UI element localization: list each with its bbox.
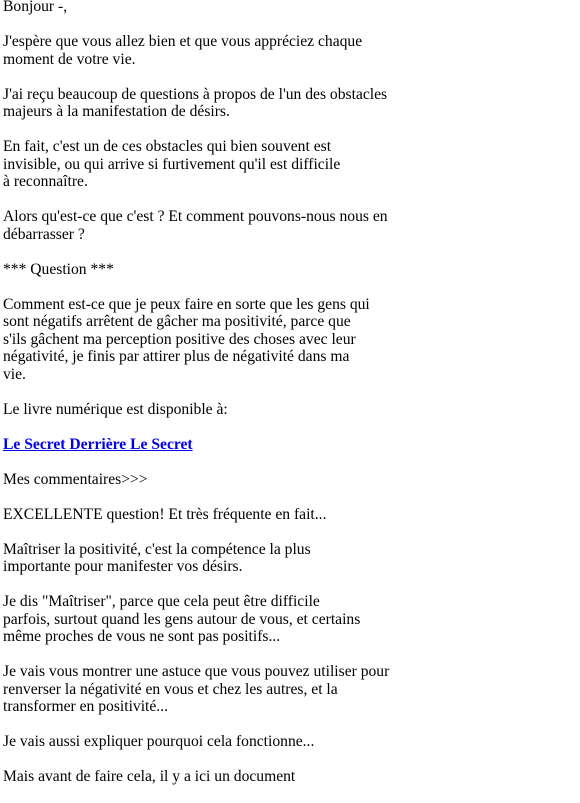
paragraph-excellent-question: EXCELLENTE question! Et très fréquente en fait...	[3, 505, 327, 523]
paragraph-explain-why: Je vais aussi expliquer pourquoi cela fonctionne...	[3, 733, 315, 750]
paragraph-trick: Je vais vous montrer une astuce que vous pouvez utiliser pour renverser la négativité en vous et chez les autres, et la transformer en positivité...	[3, 663, 390, 715]
greeting: Bonjour -,	[3, 0, 68, 15]
comments-header: Mes commentaires>>>	[3, 470, 148, 488]
email-body	[3, 0, 573, 803]
paragraph-what-is-it: Alors qu'est-ce que c'est ? Et comment pouvons-nous nous en débarrasser ?	[3, 208, 388, 243]
paragraph-invisible-obstacle: En fait, c'est un de ces obstacles qui bien souvent est invisible, ou qui arrive si furtivement qu'il est difficile à reconnaître.	[3, 138, 341, 190]
paragraph-questions-received: J'ai reçu beaucoup de questions à propos de l'un des obstacles majeurs à la manifestation de désirs.	[3, 85, 388, 120]
paragraph-mastering-positivity: Maîtriser la positivité, c'est la compétence la plus importante pour manifester vos désirs.	[3, 540, 311, 575]
ebook-intro: Le livre numérique est disponible à:	[3, 400, 228, 418]
paragraph-before-that: Mais avant de faire cela, il y a ici un document	[3, 768, 296, 785]
ebook-link-container	[3, 436, 573, 454]
paragraph-question: Comment est-ce que je peux faire en sorte que les gens qui sont négatifs arrêtent de gâcher ma positivité, parce que s'ils gâchent ma perception positive des choses avec leur négativité, je finis par attirer plus de négativité dans ma vie.	[3, 295, 370, 383]
paragraph-master-difficult: Je dis "Maîtriser", parce que cela peut être difficile parfois, surtout quand les gens autour de vous, et certains même proches de vous ne sont pas positifs...	[3, 593, 361, 645]
paragraph-wellbeing: J'espère que vous allez bien et que vous appréciez chaque moment de votre vie.	[3, 33, 363, 68]
question-header: *** Question ***	[3, 260, 114, 278]
ebook-link[interactable]: Le Secret Derrière Le Secret	[3, 435, 193, 453]
